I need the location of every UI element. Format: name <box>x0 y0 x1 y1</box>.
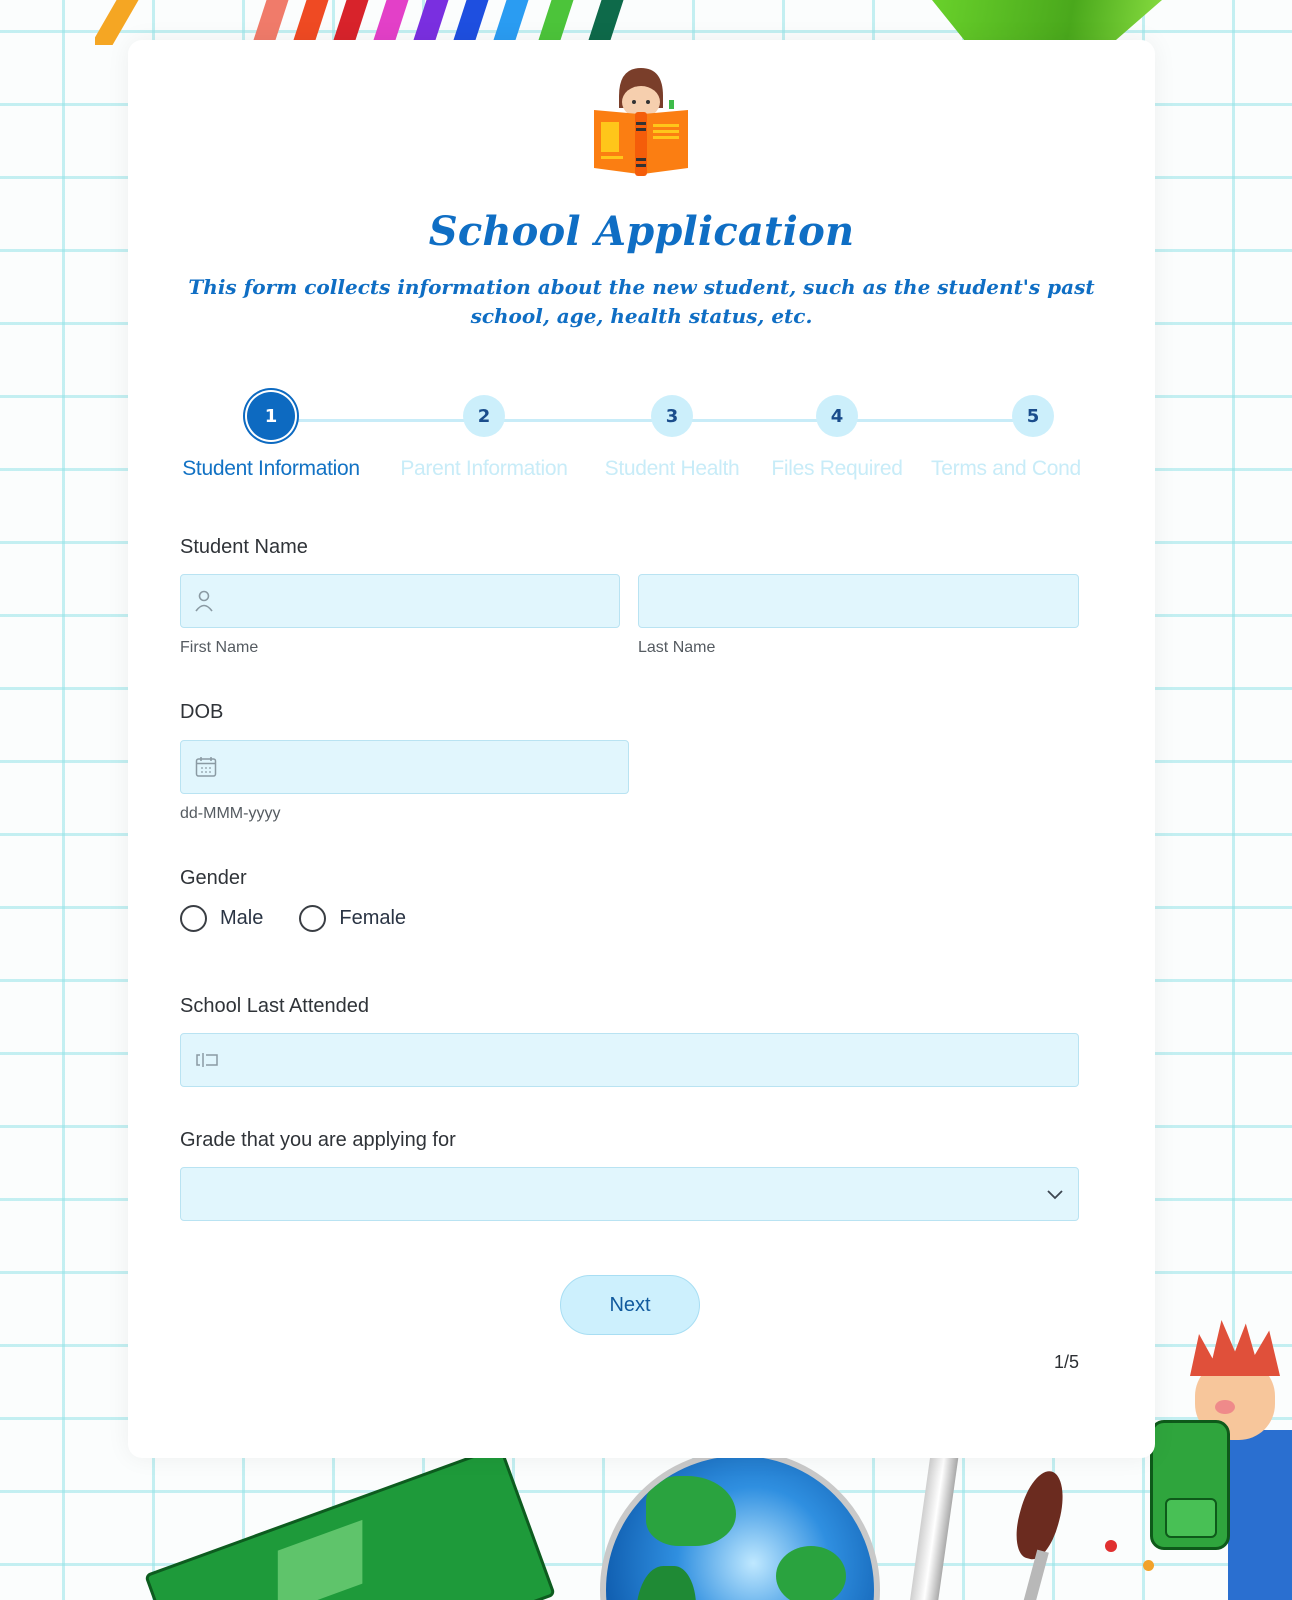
grade-select[interactable] <box>180 1167 1079 1221</box>
male-radio-label[interactable]: Male <box>220 907 264 929</box>
step-5-circle[interactable]: 5 <box>1012 395 1054 437</box>
user-icon <box>195 590 213 612</box>
paintbrush-tip-decoration <box>1009 1466 1071 1563</box>
form-card <box>128 40 1155 1458</box>
step-2-label[interactable]: Parent Information <box>400 457 568 480</box>
step-1-label[interactable]: Student Information <box>182 457 360 480</box>
grade-label: Grade that you are applying for <box>180 1129 456 1151</box>
step-connector <box>271 419 1014 422</box>
paintbrush-decoration <box>909 1449 959 1600</box>
form-title: School Application <box>428 208 855 255</box>
globe-decoration <box>600 1450 880 1600</box>
child-reading-book-icon <box>591 66 691 178</box>
female-radio-label[interactable]: Female <box>339 907 407 929</box>
school-last-attended-label: School Last Attended <box>180 995 370 1017</box>
step-1-circle[interactable]: 1 <box>247 392 295 440</box>
form-description: This form collects information about the new student, such as the student's past school, age, health status, etc. <box>188 275 1095 328</box>
colored-pencils-decoration <box>95 0 735 45</box>
female-radio-button[interactable] <box>299 905 326 932</box>
gender-radio-group <box>180 905 442 932</box>
text-cursor-icon <box>195 1052 219 1068</box>
schoolboy-with-backpack-decoration <box>1150 1320 1292 1600</box>
last-name-input[interactable] <box>638 574 1079 628</box>
student-name-label: Student Name <box>180 536 308 558</box>
calendar-icon[interactable] <box>195 756 217 778</box>
school-last-attended-input[interactable] <box>180 1033 1079 1087</box>
dob-format-hint: dd-MMM-yyyy <box>180 805 281 822</box>
dob-label: DOB <box>180 701 224 723</box>
green-book-decoration <box>144 1445 556 1600</box>
next-button[interactable]: Next <box>560 1275 700 1335</box>
first-name-sublabel: First Name <box>180 639 259 656</box>
dob-input[interactable] <box>180 740 629 794</box>
first-name-input[interactable] <box>180 574 620 628</box>
paint-dot-decoration <box>1143 1560 1154 1571</box>
step-3-circle[interactable]: 3 <box>651 395 693 437</box>
chevron-down-icon[interactable] <box>1046 1188 1064 1200</box>
gender-label: Gender <box>180 867 247 889</box>
step-2-circle[interactable]: 2 <box>463 395 505 437</box>
last-name-sublabel: Last Name <box>638 639 716 656</box>
step-5-label[interactable]: Terms and Cond <box>931 457 1081 480</box>
step-4-circle[interactable]: 4 <box>816 395 858 437</box>
green-triangle-decoration <box>932 0 1162 40</box>
progress-stepper <box>128 392 1155 492</box>
gender-option-male[interactable] <box>180 905 263 932</box>
male-radio-button[interactable] <box>180 905 207 932</box>
step-3-label[interactable]: Student Health <box>604 457 740 480</box>
page-indicator: 1/5 <box>1053 1352 1079 1372</box>
step-4-label[interactable]: Files Required <box>771 457 903 480</box>
paint-dot-decoration <box>1105 1540 1117 1552</box>
gender-option-female[interactable] <box>299 905 406 932</box>
paintbrush-handle-decoration <box>1019 1550 1049 1600</box>
